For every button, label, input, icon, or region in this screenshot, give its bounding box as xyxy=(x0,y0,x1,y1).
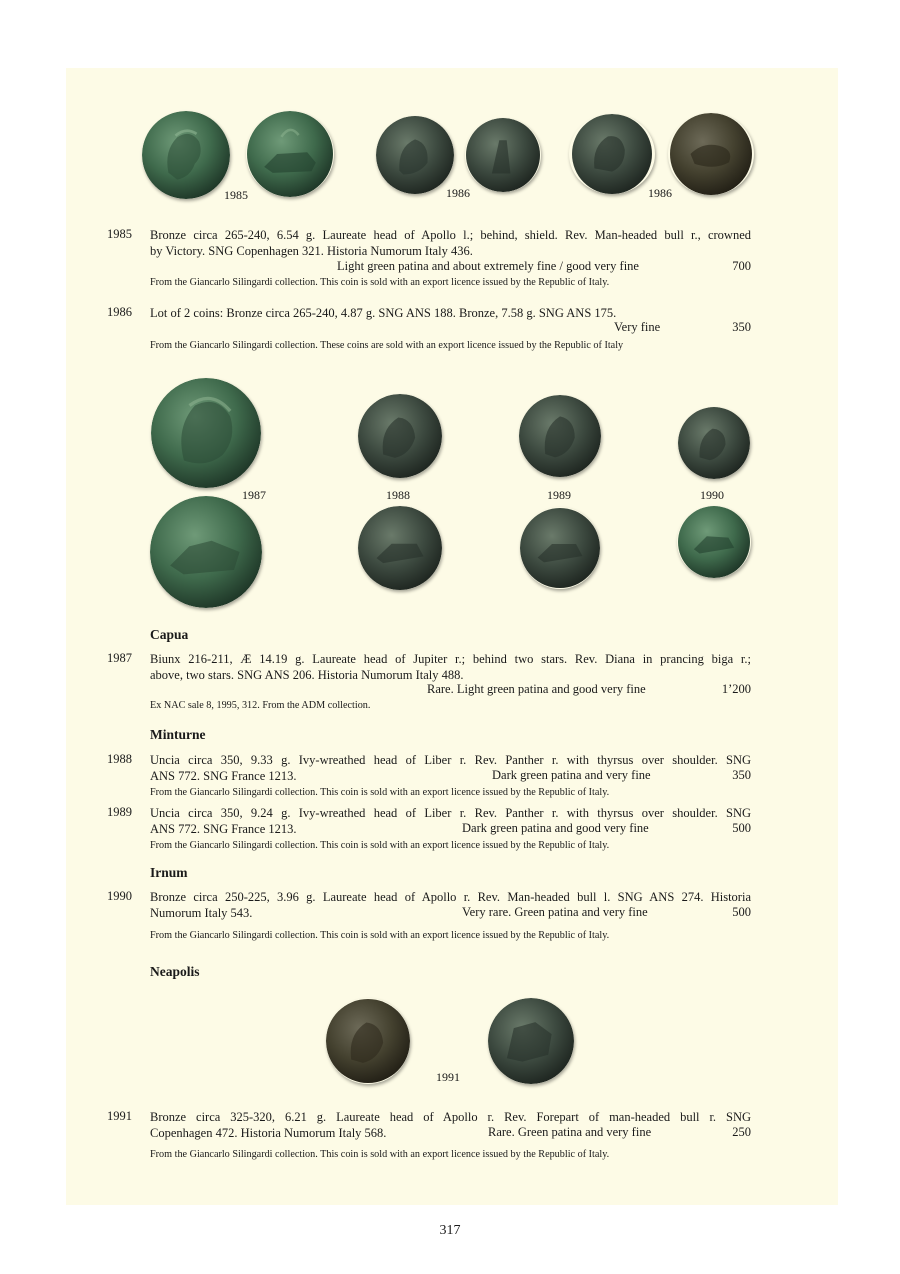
figure-label: 1986 xyxy=(648,186,672,200)
coin-1991-reverse-image xyxy=(488,998,574,1084)
lot-description: Uncia circa 350, 9.24 g. Ivy-wreathed head of Liber r. Rev. Panther r. with thyrsus over shoulder. SNG ANS 772. SNG France 1213. xyxy=(150,806,751,836)
coin-1989-reverse-image xyxy=(520,507,600,589)
lot-price: 700 xyxy=(732,259,751,273)
coin-1991-obverse-image xyxy=(326,998,410,1084)
section-heading-minturne: Minturne xyxy=(150,727,206,742)
figure-label: 1989 xyxy=(547,488,571,502)
coin-1989-obverse-image xyxy=(519,395,601,477)
lot-price: 350 xyxy=(732,768,751,782)
lot-number: 1991 xyxy=(107,1109,132,1123)
coin-1986b-obverse-image xyxy=(569,114,655,194)
lot-condition: Dark green patina and good very fine xyxy=(462,821,649,835)
lot-provenance: From the Giancarlo Silingardi collection. This coin is sold with an export licence issued by the Republic of Italy. xyxy=(150,277,610,288)
coin-1987-obverse-image xyxy=(151,378,261,488)
lot-condition: Light green patina and about extremely fine / good very fine xyxy=(337,259,639,273)
coin-1985-obverse-image xyxy=(142,111,230,199)
lot-price: 500 xyxy=(732,821,751,835)
figure-label: 1990 xyxy=(700,488,724,502)
section-heading-irnum: Irnum xyxy=(150,865,188,880)
lot-provenance: From the Giancarlo Silingardi collection. This coin is sold with an export licence issued by the Republic of Italy. xyxy=(150,930,610,941)
lot-provenance: From the Giancarlo Silingardi collection. This coin is sold with an export licence issued by the Republic of Italy. xyxy=(150,1149,610,1160)
lot-description: Uncia circa 350, 9.33 g. Ivy-wreathed head of Liber r. Rev. Panther r. with thyrsus over shoulder. SNG ANS 772. SNG France 1213. xyxy=(150,753,751,783)
lot-price: 500 xyxy=(732,905,751,919)
lot-price: 350 xyxy=(732,320,751,334)
coin-1990-obverse-image xyxy=(678,407,750,479)
lot-description: Biunx 216-211, Æ 14.19 g. Laureate head of Jupiter r.; behind two stars. Rev. Diana in prancing biga r.; above, two stars. SNG ANS 206. Historia Numorum Italy 488. xyxy=(150,652,751,682)
lot-condition: Dark green patina and very fine xyxy=(492,768,651,782)
lot-condition: Very fine xyxy=(614,320,661,334)
lot-provenance: Ex NAC sale 8, 1995, 312. From the ADM collection. xyxy=(150,700,371,711)
coin-1988-reverse-image xyxy=(358,506,442,590)
coin-1986a-reverse-image xyxy=(465,118,541,192)
lot-price: 250 xyxy=(732,1125,751,1139)
lot-number: 1988 xyxy=(107,752,132,766)
figure-label: 1985 xyxy=(224,188,248,202)
lot-number: 1986 xyxy=(107,305,132,319)
section-heading-neapolis: Neapolis xyxy=(150,964,200,979)
lot-description: Lot of 2 coins: Bronze circa 265-240, 4.87 g. SNG ANS 188. Bronze, 7.58 g. SNG ANS 175. xyxy=(150,306,617,320)
lot-description: Bronze circa 265-240, 6.54 g. Laureate head of Apollo l.; behind, shield. Rev. Man-headed bull r., crowned by Victory. SNG Copenhagen 321. Historia Numorum Italy 436. xyxy=(150,228,751,258)
lot-provenance: From the Giancarlo Silingardi collection. These coins are sold with an export licence issued by the Republic of Italy xyxy=(150,340,624,351)
section-heading-capua: Capua xyxy=(150,627,189,642)
figure-label: 1991 xyxy=(436,1070,460,1084)
coin-1985-reverse-image xyxy=(246,111,334,197)
lot-number: 1990 xyxy=(107,889,132,903)
coin-1986a-obverse-image xyxy=(376,116,454,194)
lot-provenance: From the Giancarlo Silingardi collection. This coin is sold with an export licence issued by the Republic of Italy. xyxy=(150,840,610,851)
lot-number: 1985 xyxy=(107,227,132,241)
lot-condition: Rare. Green patina and very fine xyxy=(488,1125,652,1139)
coin-1986b-reverse-image xyxy=(668,113,754,195)
figure-label: 1987 xyxy=(242,488,266,502)
lot-condition: Rare. Light green patina and good very fine xyxy=(427,682,646,696)
lot-description: Bronze circa 325-320, 6.21 g. Laureate head of Apollo r. Rev. Forepart of man-headed bull r. SNG Copenhagen 472. Historia Numorum Italy 568. xyxy=(150,1110,751,1140)
figure-label: 1986 xyxy=(446,186,470,200)
page-number: 317 xyxy=(439,1223,461,1238)
coin-1987-reverse-image xyxy=(150,496,262,608)
lot-description: Bronze circa 250-225, 3.96 g. Laureate head of Apollo r. Rev. Man-headed bull l. SNG ANS 274. Historia Numorum Italy 543. xyxy=(150,890,751,920)
lot-condition: Very rare. Green patina and very fine xyxy=(462,905,648,919)
figure-label: 1988 xyxy=(386,488,410,502)
coin-1988-obverse-image xyxy=(358,394,442,478)
lot-price: 1’200 xyxy=(721,682,751,696)
lot-provenance: From the Giancarlo Silingardi collection. This coin is sold with an export licence issued by the Republic of Italy. xyxy=(150,787,610,798)
lot-number: 1989 xyxy=(107,805,132,819)
lot-number: 1987 xyxy=(107,651,132,665)
coin-1990-reverse-image xyxy=(677,506,751,578)
